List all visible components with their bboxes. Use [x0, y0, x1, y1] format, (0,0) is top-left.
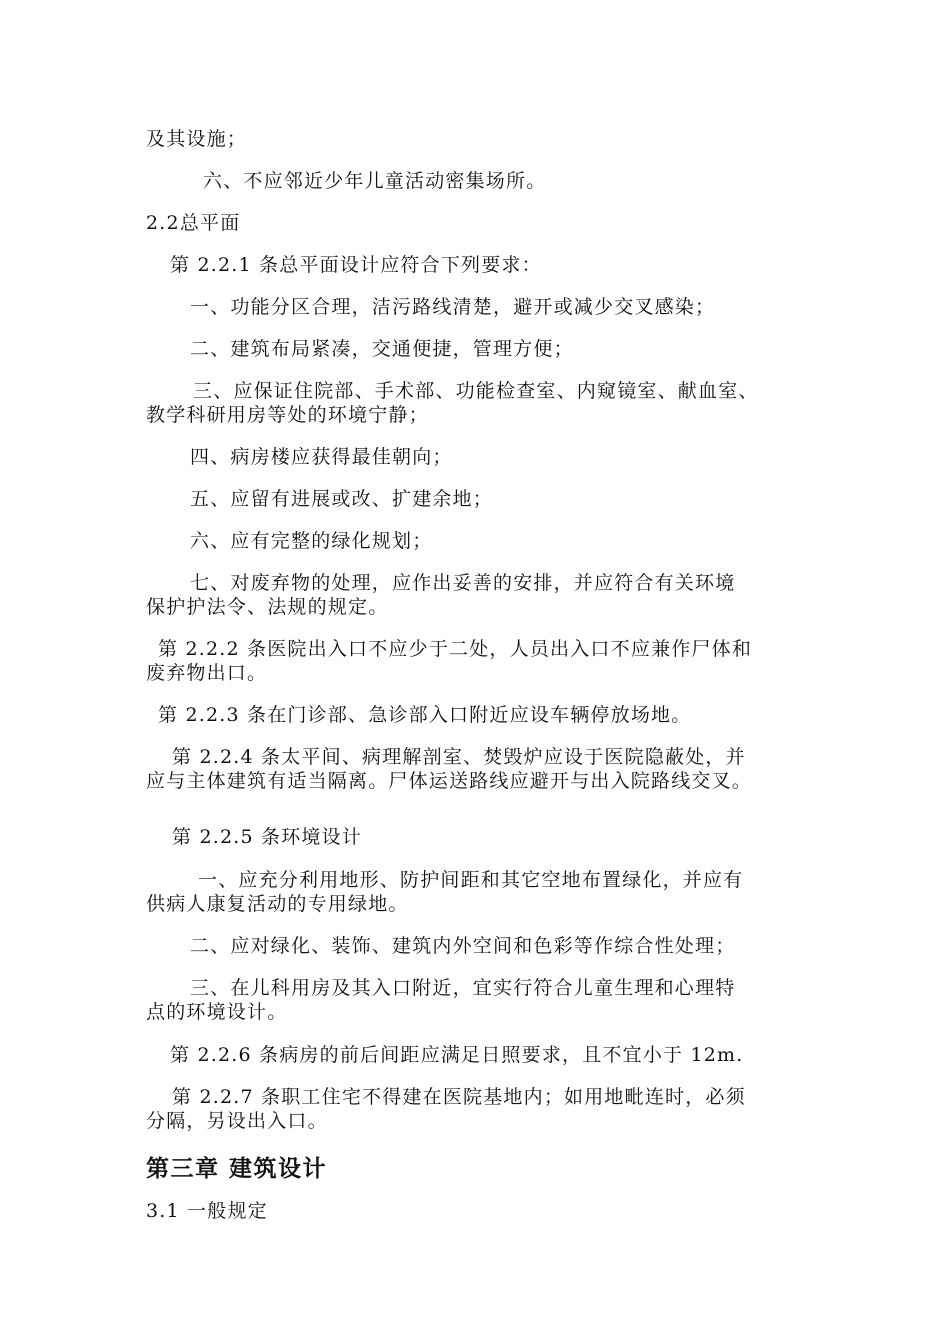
article-2-2-6: 第 2.2.6 条病房的前后间距应满足日照要求，且不宜小于 12m. — [170, 1044, 744, 1066]
article-2-2-1: 第 2.2.1 条总平面设计应符合下列要求： — [170, 254, 542, 276]
article-2-2-3: 第 2.2.3 条在门诊部、急诊部入口附近应设车辆停放场地。 — [158, 704, 692, 726]
list-item: 七、对废弃物的处理，应作出妥善的安排，并应符合有关环境 — [190, 572, 736, 594]
list-item: 一、功能分区合理，洁污路线清楚，避开或减少交叉感染； — [190, 296, 716, 318]
list-item: 二、应对绿化、装饰、建筑内外空间和色彩等作综合性处理； — [190, 935, 736, 957]
article-continuation: 废弃物出口。 — [146, 662, 268, 684]
list-item: 三、在儿科用房及其入口附近，宜实行符合儿童生理和心理特 — [190, 977, 736, 999]
list-item-continuation: 教学科研用房等处的环境宁静； — [146, 404, 429, 426]
article-2-2-5: 第 2.2.5 条环境设计 — [172, 826, 363, 848]
section-heading-3-1: 3.1 一般规定 — [146, 1200, 268, 1222]
list-item-continuation: 点的环境设计。 — [146, 1001, 288, 1023]
list-item-continuation: 保护护法令、法规的规定。 — [146, 596, 389, 618]
list-item: 二、建筑布局紧凑，交通便捷，管理方便； — [190, 338, 574, 360]
list-item: 五、应留有进展或改、扩建余地； — [190, 488, 494, 510]
article-continuation: 应与主体建筑有适当隔离。尸体运送路线应避开与出入院路线交叉。 — [146, 770, 753, 792]
section-heading-2-2: 2.2总平面 — [146, 212, 241, 234]
article-2-2-7: 第 2.2.7 条职工住宅不得建在医院基地内；如用地毗连时，必须 — [172, 1086, 746, 1108]
text-line: 及其设施； — [146, 128, 248, 150]
article-continuation: 分隔，另设出入口。 — [146, 1110, 328, 1132]
list-item: 三、应保证住院部、手术部、功能检查室、内窥镜室、献血室、 — [193, 380, 759, 402]
list-item-continuation: 供病人康复活动的专用绿地。 — [146, 893, 409, 915]
list-item: 一、应充分利用地形、防护间距和其它空地布置绿化，并应有 — [198, 869, 744, 891]
chapter-heading: 第三章 建筑设计 — [146, 1156, 328, 1182]
list-item: 六、不应邻近少年儿童活动密集场所。 — [203, 170, 547, 192]
article-2-2-2: 第 2.2.2 条医院出入口不应少于二处，人员出入口不应兼作尸体和 — [158, 638, 753, 660]
list-item: 六、应有完整的绿化规划； — [190, 530, 433, 552]
list-item: 四、病房楼应获得最佳朝向； — [190, 446, 453, 468]
article-2-2-4: 第 2.2.4 条太平间、病理解剖室、焚毁炉应设于医院隐蔽处，并 — [172, 746, 746, 768]
